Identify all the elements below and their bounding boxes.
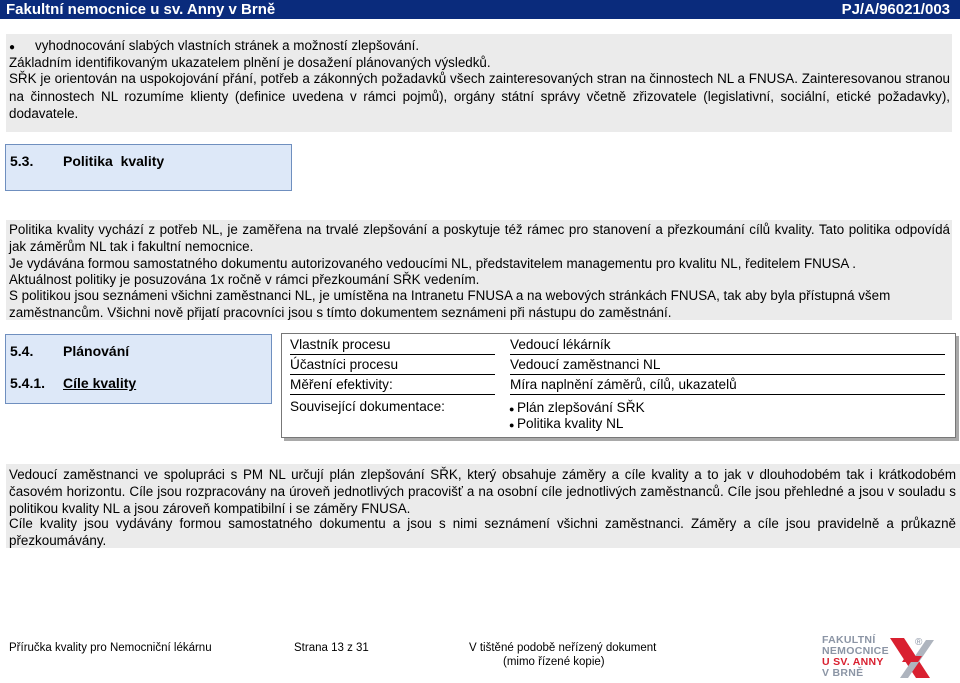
section-heading-box [5, 334, 272, 404]
section-number: 5.4. [10, 343, 34, 359]
policy-paragraph: Je vydávána formou samostatného dokumentu autorizovaného vedoucími NL, představitelem managementu pro kvalitu NL, ředitelem FNUSA . [9, 256, 857, 271]
policy-paragraph: S politikou jsou seznámeni všichni zaměstnanci NL, je umístěna na Intranetu FNUSA a na webových stránkách FNUSA, tak aby byla přístupná všem zaměstnancům. Všichni nově přijatí pracovníci jsou s tímto dokumentem seznámeni při nástupu do zaměstnání. [9, 288, 891, 320]
subsection-number: 5.4.1. [10, 375, 46, 391]
hospital-logo: FAKULTNÍ NEMOCNICE U SV. ANNY V BRNĚ [822, 634, 889, 679]
table-label: Měření efektivity: [290, 376, 495, 395]
document-title: Fakultní nemocnice u sv. Anny v Brně [6, 1, 276, 18]
table-value: Vedoucí lékárník [510, 336, 945, 355]
subsection-title: Cíle kvality [63, 375, 137, 391]
table-value: Míra naplnění záměrů, cílů, ukazatelů [510, 376, 945, 395]
document-code: PJ/A/96021/003 [841, 1, 950, 18]
bullet-icon: ● [509, 404, 517, 414]
section-number: 5.3. [10, 153, 34, 169]
intro-paragraph: SŘK je orientován na uspokojování přání, potřeb a zákonných požadavků všech zainteresovaných stran na činnostech NL a FNUSA. Zainteresovanou stranou na činnostech NL rozumíme klienty (definice uvedena v rámci pojmů), orgány státní správy včetně zřizovatele (legislativní, sociální, etické požadavky), dodavatele. [9, 71, 950, 121]
section-title: Politika kvality [63, 153, 165, 169]
intro-line: Základním identifikovaným ukazatelem plnění je dosažení plánovaných výsledků. [9, 55, 491, 70]
related-doc-item: ● Plán zlepšování SŘK [509, 400, 645, 415]
related-doc-item: ● Politika kvality NL [509, 416, 624, 431]
page-number: Strana 13 z 31 [294, 642, 369, 654]
footer-notice-sub: (mimo řízené kopie) [503, 656, 605, 668]
table-label: Související dokumentace: [290, 399, 445, 414]
goals-paragraph: Vedoucí zaměstnanci ve spolupráci s PM NL určují plán zlepšování SŘK, který obsahuje záměry a cíle kvality a to jak v dlouhodobém tak i krátkodobém časovém horizontu. Cíle jsou rozpracovány na úroveň jednotlivých pracovišť a na osobní cíle jednotlivých zaměstnanců. Cíle jsou přehledné a jsou v souladu s politikou kvality NL a jsou zároveň kompatibilní i se záměry FNUSA. [9, 467, 956, 516]
policy-paragraph: Aktuálnost politiky je posuzována 1x ročně v rámci přezkoumání SŘK vedením. [9, 272, 480, 287]
logo-cross-icon [882, 634, 938, 682]
table-label: Vlastník procesu [290, 336, 495, 355]
footer-notice: V tištěné podobě neřízený dokument [469, 642, 657, 654]
goals-paragraph: Cíle kvality jsou vydávány formou samostatného dokumentu a jsou s nimi seznámení všichni zaměstnanci. Záměry a cíle jsou pravidelně a průkazně přezkoumávány. [9, 516, 956, 548]
bullet-icon: ● [9, 42, 16, 53]
bullet-icon: ● [509, 420, 517, 430]
bullet-text: vyhodnocování slabých vlastních stránek a možností zlepšování. [35, 38, 420, 53]
table-value: Vedoucí zaměstnanci NL [510, 356, 945, 375]
policy-paragraph: Politika kvality vychází z potřeb NL, je zaměřena na trvalé zlepšování a poskytuje též rámec pro stanovení a přezkoumání cílů kvality. Tato politika odpovídá jak záměrům NL tak i fakultní nemocnice. [9, 222, 950, 254]
registered-mark: ® [915, 637, 923, 648]
section-title: Plánování [63, 343, 130, 359]
table-label: Účastníci procesu [290, 356, 495, 375]
footer-doc-name: Příručka kvality pro Nemocniční lékárnu [9, 642, 212, 654]
